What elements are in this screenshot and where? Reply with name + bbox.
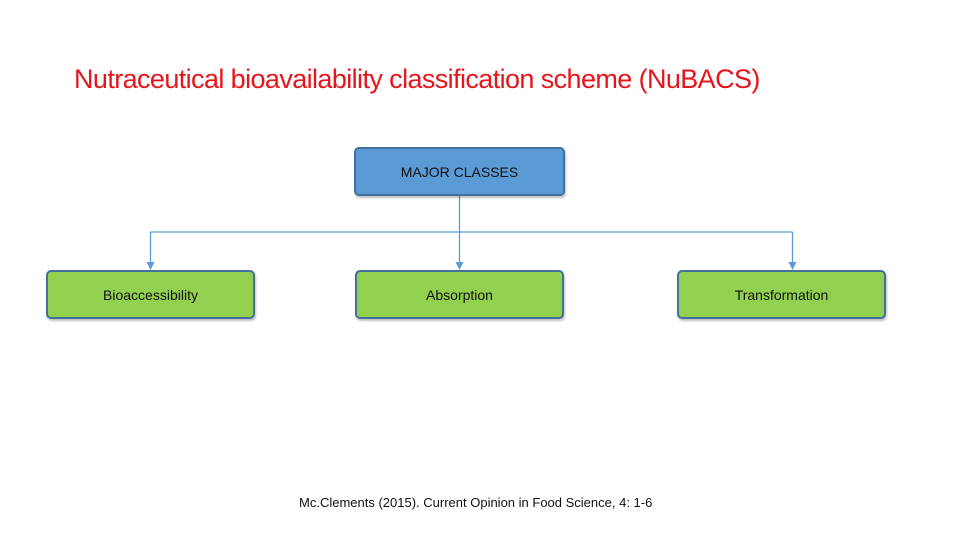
absorption-label: Absorption — [426, 286, 493, 303]
slide-title: Nutraceutical bioavailability classification scheme (NuBACS) — [74, 64, 760, 94]
citation-text: Mc.Clements (2015). Current Opinion in Food Science, 4: 1-6 — [299, 495, 653, 510]
transformation-box — [677, 270, 886, 319]
major-classes-box — [354, 147, 565, 196]
absorption-box — [355, 270, 564, 319]
transformation-label: Transformation — [734, 286, 829, 303]
bioaccessibility-label: Bioaccessibility — [103, 286, 198, 303]
major-classes-label: MAJOR CLASSES — [400, 163, 519, 180]
bioaccessibility-box — [46, 270, 255, 319]
